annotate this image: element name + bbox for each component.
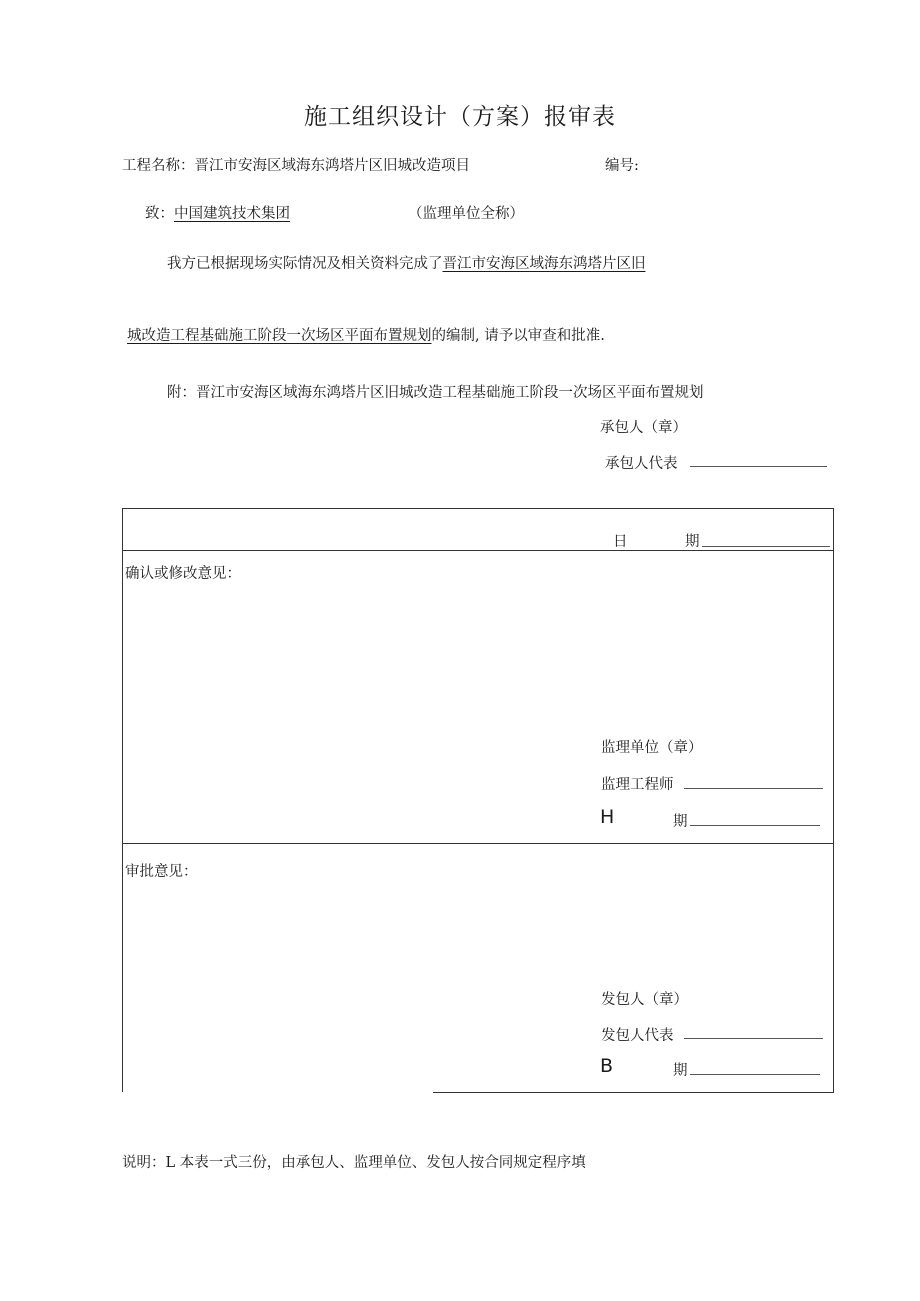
approval-date-prefix: B bbox=[600, 1055, 614, 1077]
recipient-name: 中国建筑技术集团 bbox=[174, 206, 290, 222]
body-line-2-plan-name: 城改造工程基础施工阶段一次场区平面布置规划 bbox=[127, 328, 432, 344]
contractor-seal-label: 承包人（章） bbox=[600, 420, 687, 436]
supervision-date-prefix: H bbox=[600, 806, 615, 828]
employer-rep-label: 发包人代表 bbox=[601, 1028, 674, 1044]
employer-seal-label: 发包人（章） bbox=[601, 992, 688, 1008]
body-line-1-prefix: 我方已根据现场实际情况及相关资料完成了 bbox=[167, 256, 443, 272]
approval-opinion-label: 审批意见： bbox=[125, 864, 198, 880]
table-left-border bbox=[122, 508, 123, 1092]
recipient-label: 致： bbox=[145, 206, 174, 222]
contractor-rep-label: 承包人代表 bbox=[605, 456, 678, 472]
contractor-rep-signature-line[interactable] bbox=[690, 466, 827, 467]
table-top-border bbox=[122, 508, 834, 509]
project-name-row bbox=[122, 154, 470, 175]
table-divider-2 bbox=[122, 843, 834, 844]
body-line-2-suffix: 的编制, 请予以审查和批准. bbox=[431, 328, 605, 344]
project-number-label: 编号: bbox=[605, 158, 639, 174]
footer-note: 说明：L 本表一式三份，由承包人、监理单位、发包人按合同规定程序填 bbox=[122, 1155, 586, 1171]
date-qi-label: 期 bbox=[685, 534, 700, 550]
body-line-1 bbox=[167, 252, 646, 273]
page-title: 施工组织设计（方案）报审表 bbox=[304, 104, 616, 130]
table-right-border bbox=[833, 508, 834, 1093]
supervision-engineer-signature-line[interactable] bbox=[684, 788, 823, 789]
project-name-label: 工程名称： bbox=[122, 158, 195, 174]
approval-date-line[interactable] bbox=[690, 1074, 820, 1075]
table-divider-1 bbox=[122, 550, 834, 551]
body-line-2 bbox=[127, 324, 605, 345]
contractor-date-line[interactable] bbox=[702, 546, 830, 547]
recipient-row bbox=[145, 202, 290, 223]
table-bottom-border bbox=[433, 1092, 834, 1093]
body-line-1-plan-name: 晋江市安海区域海东鸿塔片区旧 bbox=[442, 256, 646, 272]
recipient-note: （监理单位全称） bbox=[408, 206, 524, 222]
employer-rep-signature-line[interactable] bbox=[684, 1038, 823, 1039]
supervision-seal-label: 监理单位（章） bbox=[601, 740, 703, 756]
supervision-opinion-label: 确认或修改意见： bbox=[125, 566, 241, 582]
approval-date-qi: 期 bbox=[673, 1063, 688, 1079]
supervision-date-qi: 期 bbox=[673, 814, 688, 830]
supervision-date-line[interactable] bbox=[690, 825, 820, 826]
attachment-line: 附：晋江市安海区域海东鸿塔片区旧城改造工程基础施工阶段一次场区平面布置规划 bbox=[167, 385, 704, 401]
supervision-engineer-label: 监理工程师 bbox=[601, 777, 674, 793]
date-ri-label: 日 bbox=[613, 534, 628, 550]
project-name-value: 晋江市安海区域海东鸿塔片区旧城改造项目 bbox=[194, 158, 470, 174]
